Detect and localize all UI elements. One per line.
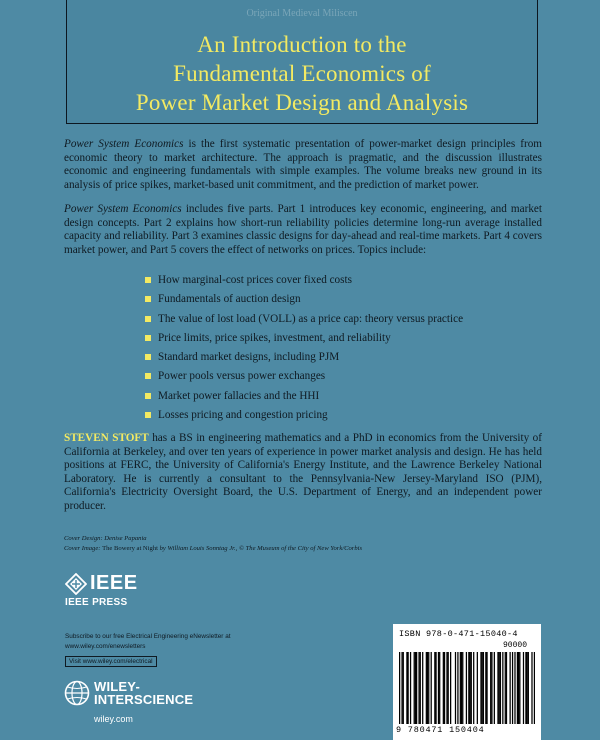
barcode-bar — [439, 652, 440, 724]
barcode-bar — [416, 652, 417, 724]
title-line-2: Fundamental Economics of — [173, 61, 431, 86]
wiley-url: wiley.com — [94, 714, 133, 724]
wiley-logo — [64, 680, 193, 706]
topic-text: Losses pricing and congestion pricing — [158, 409, 328, 422]
intro-italic-title: Power System Economics — [64, 138, 184, 150]
barcode-bar — [499, 652, 500, 724]
list-item — [145, 332, 463, 351]
topic-text: Fundamentals of auction design — [158, 293, 301, 306]
barcode-bar — [512, 652, 513, 724]
bullet-square-icon — [145, 335, 151, 341]
barcode-bar — [434, 652, 435, 724]
barcode-bar — [469, 652, 470, 724]
bullet-square-icon — [145, 277, 151, 283]
credit-value: William Louis Sonntag Jr., — [167, 545, 238, 552]
barcode-bar — [443, 652, 444, 724]
title-line-3: Power Market Design and Analysis — [135, 90, 469, 115]
price-addon: 90000 — [503, 641, 528, 650]
barcode-bar — [461, 652, 462, 724]
barcode-bar — [494, 652, 495, 724]
barcode-bar — [518, 652, 519, 724]
bullet-square-icon — [145, 373, 151, 379]
faded-heading: Original Medieval Miliscen — [246, 8, 358, 19]
list-item — [145, 390, 463, 409]
intro-paragraph — [64, 138, 542, 192]
bullet-square-icon — [145, 412, 151, 418]
intro-text: is the first systematic presentation of power-market design principles from economic theory to market architecture. The approach is pragmatic, and the discussion illustrates economic and engineering fundamentals with simple examples. The volume breaks new ground in its analysis of price spikes, market-based unit commitment, and the prediction of market power. — [64, 138, 542, 191]
barcode-bar — [519, 652, 520, 724]
barcode-bar — [471, 652, 472, 724]
barcode-bar — [446, 652, 447, 724]
visit-url-box: Visit www.wiley.com/electrical — [65, 656, 157, 667]
barcode-bar — [491, 652, 492, 724]
barcode-bar — [466, 652, 467, 724]
ieee-press-label: IEEE PRESS — [65, 597, 128, 608]
parts-italic-title: Power System Economics — [64, 203, 182, 215]
author-bio — [64, 432, 542, 514]
wiley-wordmark — [94, 680, 193, 706]
topic-text: Standard market designs, including PJM — [158, 351, 340, 364]
author-bio-text: has a BS in engineering mathematics and a PhD in economics from the University of California at Berkeley, and over ten years of experience in power market analysis and design. He has held positions at FERC, the University of California's Energy Institute, and the Lawrence Berkeley National Laboratory. He is currently a consultant to the Pennsylvania-New Jersey-Maryland ISO (PJM), California's Electricity Oversight Board, the U.S. Department of Energy, and an independent power producer. — [64, 432, 542, 512]
barcode-bar — [422, 652, 423, 724]
bullet-square-icon — [145, 296, 151, 302]
barcode-bar — [427, 652, 428, 724]
barcode-bar — [438, 652, 439, 724]
barcode-bar — [460, 652, 461, 724]
barcode-bar — [450, 652, 451, 724]
barcode-bar — [455, 652, 456, 724]
barcode-bar — [403, 652, 404, 724]
list-item — [145, 274, 463, 293]
barcode-bar — [500, 652, 501, 724]
barcode-bar — [517, 652, 518, 724]
ean-number: 9 780471 150404 — [396, 725, 485, 735]
barcode-bar — [401, 652, 402, 724]
barcode-bar — [528, 652, 529, 724]
barcode-bar — [523, 652, 524, 724]
ieee-logo-row — [65, 572, 138, 595]
list-item — [145, 313, 463, 332]
author-name: STEVEN STOFT — [64, 432, 149, 444]
barcode-bar — [448, 652, 449, 724]
isbn-barcode — [393, 624, 541, 740]
ieee-diamond-icon — [65, 573, 87, 595]
barcode-bar — [534, 652, 535, 724]
cover-credits — [64, 534, 362, 554]
newsletter-line: Subscribe to our free Electrical Engineering eNewsletter at — [65, 633, 231, 640]
barcode-bar — [482, 652, 483, 724]
cover-design-credit — [64, 534, 362, 544]
barcode-bar — [510, 652, 511, 724]
ieee-wordmark: IEEE — [90, 572, 138, 594]
barcode-bar — [406, 652, 407, 724]
title-line-1: An Introduction to the — [197, 32, 407, 57]
book-subtitle — [67, 30, 537, 117]
barcode-bar — [408, 652, 409, 724]
ieee-press-logo — [65, 572, 138, 608]
barcode-bar — [473, 652, 474, 724]
cover-image-credit — [64, 544, 362, 554]
barcode-bar — [485, 652, 486, 724]
barcode-bar — [444, 652, 445, 724]
topic-text: Price limits, price spikes, investment, and reliability — [158, 331, 391, 344]
topic-text: Market power fallacies and the HHI — [158, 389, 320, 402]
barcode-bar — [497, 652, 498, 724]
barcode-bar — [414, 652, 415, 724]
wiley-line-1: WILEY- — [94, 679, 140, 694]
barcode-bar — [477, 652, 478, 724]
isbn-number: ISBN 978-0-471-15040-4 — [399, 629, 518, 639]
topic-text: Power pools versus power exchanges — [158, 370, 326, 383]
credit-value: The Bowery at Night — [102, 545, 158, 552]
list-item — [145, 351, 463, 370]
barcode-bars — [399, 652, 535, 724]
credit-value: Denise Papania — [104, 535, 147, 542]
list-item — [145, 409, 463, 428]
list-item — [145, 370, 463, 389]
barcode-bar — [435, 652, 436, 724]
barcode-bar — [506, 652, 507, 724]
barcode-bar — [514, 652, 515, 724]
bullet-square-icon — [145, 316, 151, 322]
bullet-square-icon — [145, 354, 151, 360]
newsletter-url: www.wiley.com/enewsletters — [65, 643, 146, 650]
barcode-bar — [486, 652, 487, 724]
barcode-bar — [531, 652, 532, 724]
barcode-bar — [468, 652, 469, 724]
barcode-bar — [502, 652, 503, 724]
parts-text: includes five parts. Part 1 introduces key economic, engineering, and market design concepts. Part 2 explains how short-run reliability policies determine long-run average installed capacity and reliability. Part 3 examines classic designs for day-ahead and real-time markets. Part 4 covers market power, and Part 5 covers the effect of networks on prices. Topics include: — [64, 203, 542, 256]
topic-text: The value of lost load (VOLL) as a price cap: theory versus practice — [158, 312, 464, 325]
barcode-bar — [525, 652, 526, 724]
parts-paragraph — [64, 203, 542, 257]
barcode-bar — [483, 652, 484, 724]
barcode-bar — [410, 652, 411, 724]
barcode-bar — [431, 652, 432, 724]
wiley-globe-icon — [64, 680, 90, 706]
list-item — [145, 293, 463, 312]
barcode-bar — [420, 652, 421, 724]
barcode-bar — [415, 652, 416, 724]
topic-text: How marginal-cost prices cover fixed costs — [158, 274, 352, 286]
barcode-bar — [505, 652, 506, 724]
barcode-bar — [457, 652, 458, 724]
credit-value: by — [159, 545, 166, 552]
credit-label: Cover Image: — [64, 545, 101, 552]
wiley-line-2: INTERSCIENCE — [94, 692, 194, 707]
barcode-bar — [428, 652, 429, 724]
credit-label: Cover Design: — [64, 535, 103, 542]
barcode-bar — [527, 652, 528, 724]
topics-list — [145, 274, 463, 428]
barcode-bar — [490, 652, 491, 724]
barcode-bar — [426, 652, 427, 724]
barcode-bar — [462, 652, 463, 724]
bullet-square-icon — [145, 393, 151, 399]
credit-value: © The Museum of the City of New York/Corbis — [238, 545, 363, 552]
barcode-bar — [418, 652, 419, 724]
title-frame — [66, 0, 538, 124]
barcode-bar — [480, 652, 481, 724]
barcode-bar — [399, 652, 400, 724]
newsletter-note — [65, 632, 231, 652]
